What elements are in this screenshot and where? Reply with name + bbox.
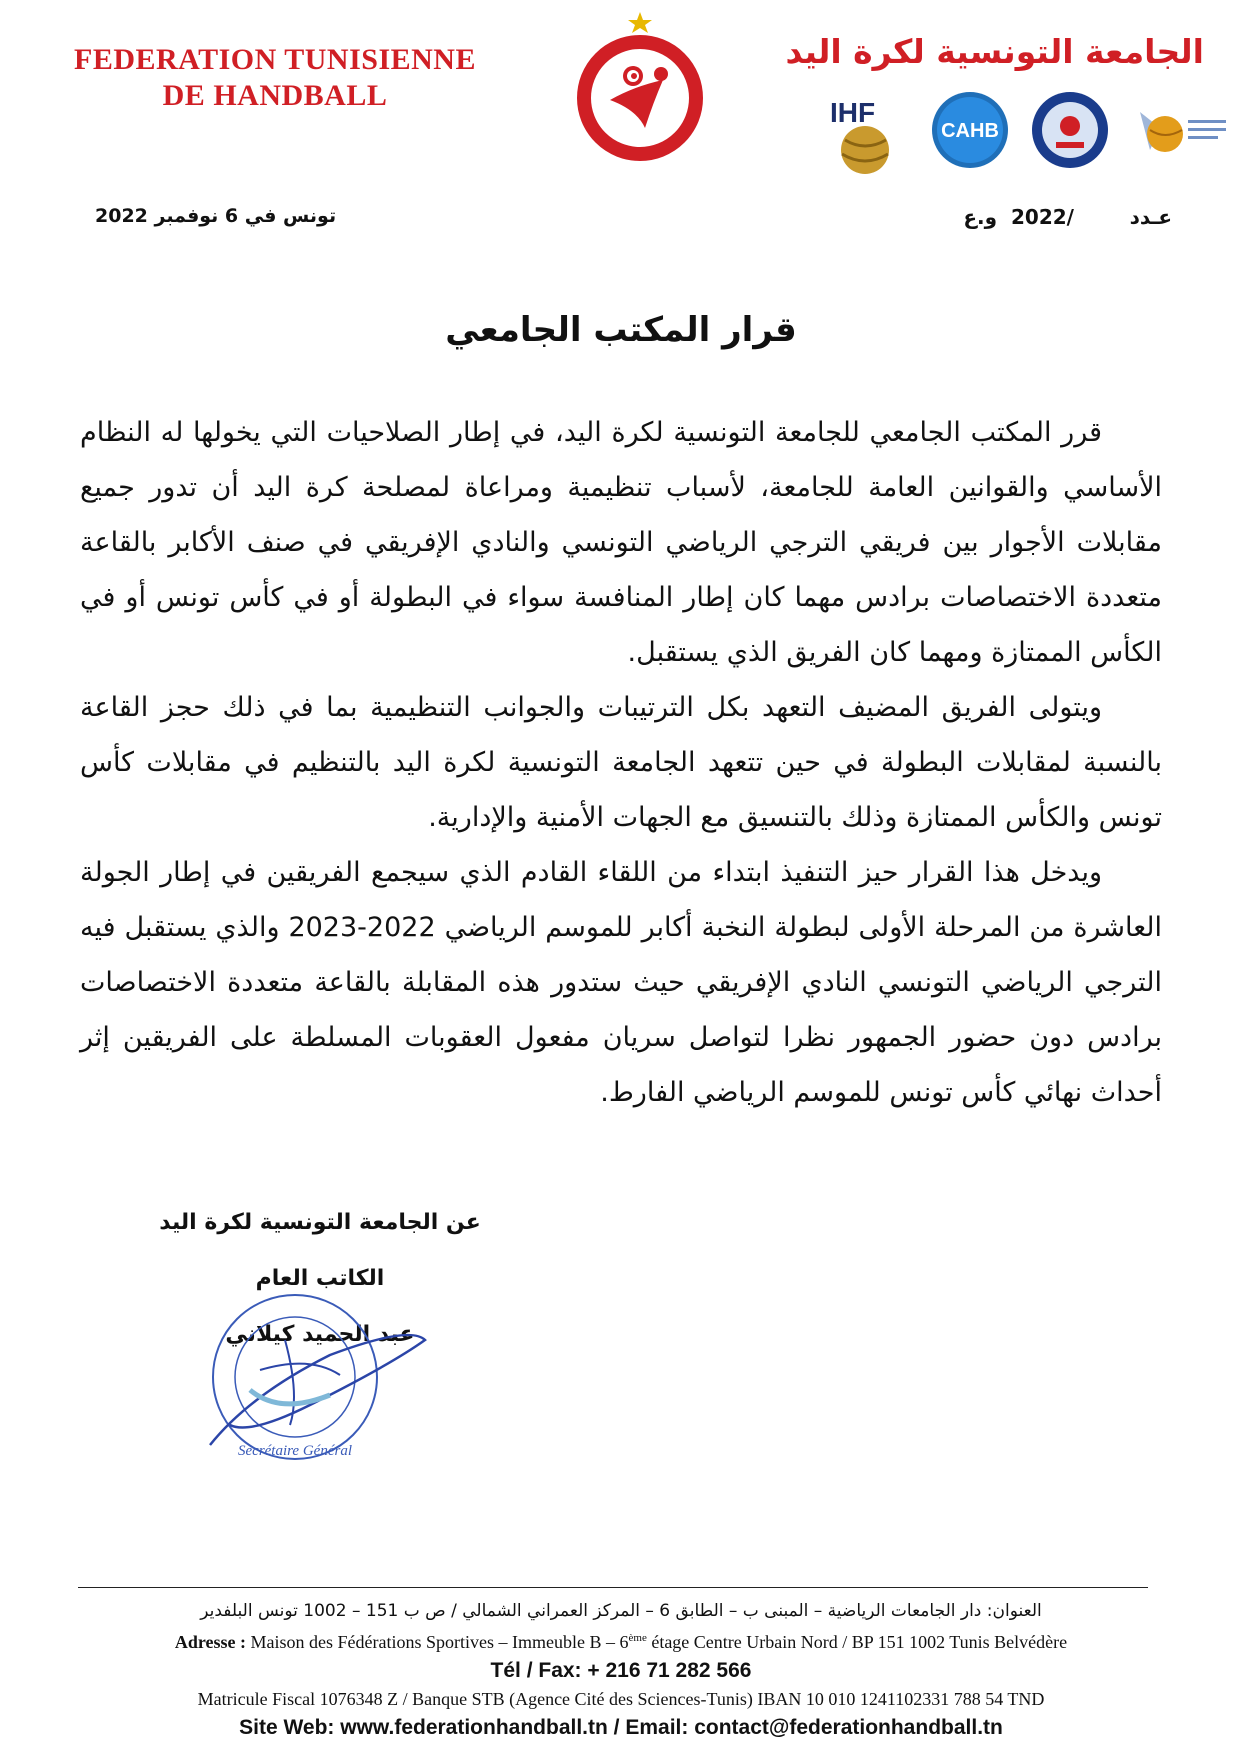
footer-address-ar: العنوان: دار الجامعات الرياضية – المبنى ب – الطابق 6 – المركز العمراني الشمالي / ص ب 151 – 1002 تونس البلفدير <box>200 1601 1042 1621</box>
signature-on-behalf: عن الجامعة التونسية لكرة اليد <box>159 1210 481 1235</box>
document-date: تونس في 6 نوفمبر 2022 <box>95 205 337 227</box>
decision-body <box>80 405 1162 1120</box>
footer-divider <box>78 1587 1148 1588</box>
org-name-fr-line1: FEDERATION TUNISIENNE <box>74 43 476 76</box>
org-name-fr <box>40 42 510 114</box>
partner-logos <box>820 90 1230 190</box>
svg-text:IHF: IHF <box>830 97 876 128</box>
signature-role: الكاتب العام <box>255 1266 385 1291</box>
paragraph-1: قرر المكتب الجامعي للجامعة التونسية لكرة اليد، في إطار الصلاحيات التي يخولها له النظام الأساسي والقوانين العامة للجامعة، لأسباب تنظيمية ومراعاة لمصلحة كرة اليد أن تدور جميع مقابلات الأجوار بين فريقي الترجي الرياضي التونسي والنادي الإفريقي في صنف الأكابر بالقاعة متعددة الاختصاصات برادس مهما كان إطار المنافسة سواء في البطولة أو في كأس تونس أو في الكأس الممتازة ومهما كان الفريق الذي يستقبل. <box>80 417 1162 668</box>
reference-label: عـدد <box>1129 205 1172 229</box>
official-stamp-signature <box>190 1285 440 1470</box>
footer <box>0 1598 1242 1743</box>
reference-value: /2022 و.ع <box>963 205 1074 229</box>
svg-text:Secrétaire Général: Secrétaire Général <box>238 1443 352 1459</box>
mediterranean-handball-confederation-logo <box>1140 112 1226 152</box>
footer-address-label: Adresse : <box>174 1632 247 1652</box>
paragraph-3: ويدخل هذا القرار حيز التنفيذ ابتداء من اللقاء القادم الذي سيجمع الفريقين في إطار الجولة العاشرة من المرحلة الأولى لبطولة النخبة أكابر للموسم الرياضي 2022-2023 والذي يستقبل فيه الترجي الرياضي التونسي النادي الإفريقي حيث ستدور هذه المقابلة بالقاعة متعددة الاختصاصات برادس دون حضور الجمهور نظرا لتواصل سريان مفعول العقوبات المسلطة على الفريقين إثر أحداث نهائي كأس تونس للموسم الرياضي الفارط. <box>80 857 1162 1108</box>
footer-address-fr <box>0 1625 1242 1656</box>
footer-address-part1: Maison des Fédérations Sportives – Immeuble B – 6 <box>246 1632 629 1652</box>
footer-tel-fax: Tél / Fax: + 216 71 282 566 <box>490 1659 752 1682</box>
footer-address-sup: ème <box>628 1632 647 1644</box>
footer-matricule: Matricule Fiscal 1076348 Z / Banque STB (Agence Cité des Sciences-Tunis) IBAN 10 010 1241102331 788 54 TND <box>197 1689 1045 1709</box>
footer-address-part2: étage Centre Urbain Nord / BP 151 1002 Tunis Belvédère <box>646 1632 1068 1652</box>
ihf-logo <box>830 97 889 174</box>
org-name-fr-line2: DE HANDBALL <box>162 79 388 112</box>
reference-number <box>963 205 1172 229</box>
org-name-ar: الجامعة التونسية لكرة اليد <box>785 32 1204 71</box>
footer-web-email: Site Web: www.federationhandball.tn / Email: contact@federationhandball.tn <box>239 1716 1003 1739</box>
signature-name: عبد الحميد كيلاني <box>225 1322 415 1347</box>
arab-handball-federation-logo <box>1032 92 1108 168</box>
document-title: قرار المكتب الجامعي <box>445 310 797 350</box>
paragraph-2: ويتولى الفريق المضيف التعهد بكل الترتيبات والجوانب التنظيمية بما في ذلك حجز القاعة بالنسبة لمقابلات البطولة في حين تتعهد الجامعة التونسية لكرة اليد بالتنظيم في مقابلات كأس تونس والكأس الممتازة وذلك بالتنسيق مع الجهات الأمنية والإدارية. <box>80 692 1162 833</box>
federation-emblem-logo <box>575 8 705 168</box>
svg-text:CAHB: CAHB <box>941 120 999 142</box>
cahb-logo <box>932 92 1008 168</box>
